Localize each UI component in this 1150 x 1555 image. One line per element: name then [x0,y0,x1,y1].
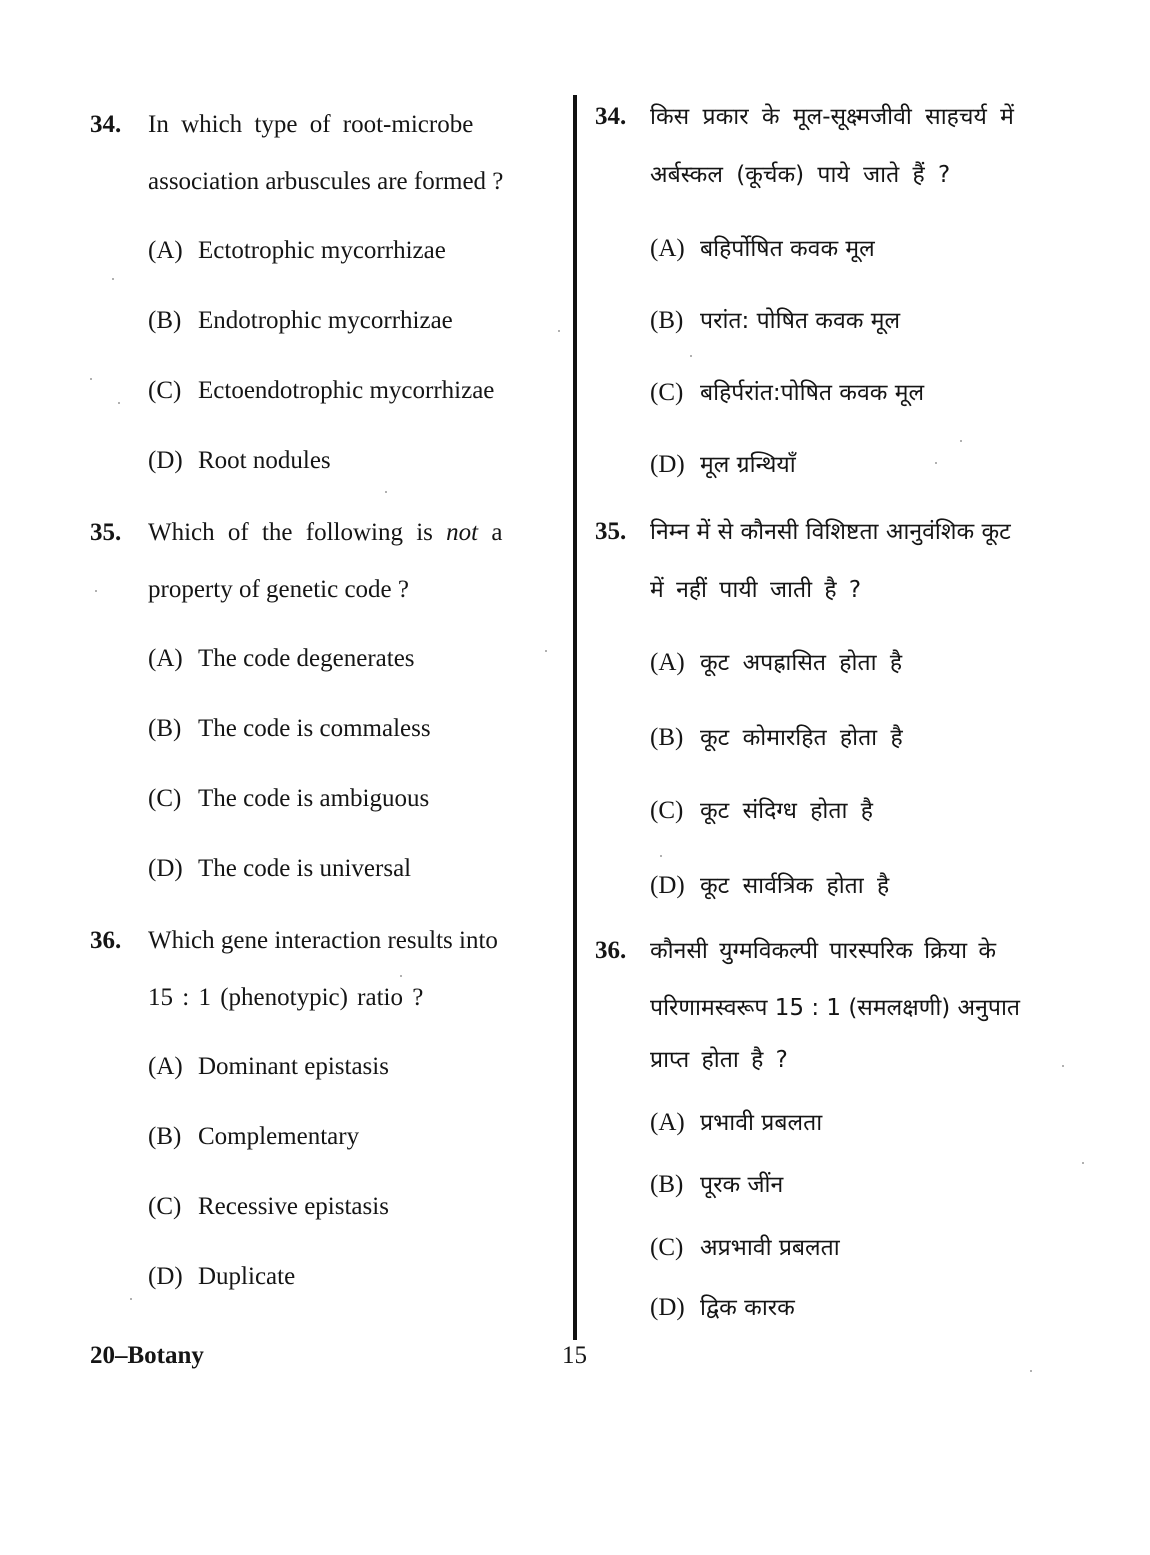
option-d [148,1263,295,1291]
question-text-line-1: Which gene interaction results into [148,927,498,954]
scan-speck [95,590,97,592]
page-number: 15 [562,1342,587,1369]
option-a [148,645,415,673]
option-text: The code is ambiguous [198,785,430,812]
option-label: (B) [650,724,684,751]
question-text-line-1: Which of the following is not a [148,519,503,546]
option-label: (C) [148,1193,182,1220]
option-label: (C) [650,797,684,824]
option-label: (B) [148,715,182,742]
question-text-line-3: प्राप्त होता है ? [650,1047,788,1073]
option-c [650,375,924,407]
column-divider [573,95,577,1340]
option-b [148,1123,359,1151]
option-label: (B) [148,307,182,334]
option-text: Dominant epistasis [198,1053,389,1080]
option-text: परांत: पोषित कवक मूल [700,308,901,334]
option-label: (A) [650,649,685,676]
option-a [148,1053,389,1081]
scan-speck [400,975,402,977]
option-c [148,1193,389,1221]
scan-speck [960,440,962,442]
question-36-en [90,912,560,972]
option-text: Recessive epistasis [198,1193,389,1220]
question-35-en [90,504,560,564]
scan-speck [545,650,547,652]
scan-speck [1062,1065,1064,1067]
option-c [148,377,494,405]
option-c [650,793,873,825]
scan-speck [935,462,937,464]
question-text-line-1: कौनसी युग्मविकल्पी पारस्परिक क्रिया के [650,938,997,964]
question-text-line-2: परिणामस्वरूप 15 : 1 (समलक्षणी) अनुपात [650,995,1021,1021]
option-text: Endotrophic mycorrhizae [198,307,453,334]
option-label: (C) [650,379,684,406]
emphasis-not: not [446,519,479,546]
option-label: (B) [148,1123,182,1150]
scan-speck [690,355,692,357]
question-text-line-2: 15 : 1 (phenotypic) ratio ? [148,984,424,1011]
scan-speck [660,855,662,857]
option-text: Ectotrophic mycorrhizae [198,237,446,264]
scan-speck [90,378,92,380]
option-a [148,237,446,265]
scan-speck [1030,1370,1032,1372]
option-a [650,231,875,263]
option-text: बहिर्पोषित कवक मूल [700,236,875,262]
option-label: (C) [148,785,182,812]
option-label: (A) [148,1053,183,1080]
question-text-line-1: In which type of root-microbe [148,111,474,138]
option-label: (A) [148,237,183,264]
option-text: कूट अपह्रासित होता है [700,650,903,676]
option-d [650,1290,795,1322]
option-text: Duplicate [198,1263,296,1290]
option-b [650,720,903,752]
question-text-line-1: किस प्रकार के मूल-सूक्ष्मजीवी साहचर्य में [650,104,1014,130]
scan-speck [112,278,114,280]
option-a [650,645,902,677]
question-text-line-2: में नहीं पायी जाती है ? [650,577,862,603]
option-label: (A) [148,645,183,672]
option-label: (D) [650,872,685,899]
option-c [650,1230,840,1262]
option-d [650,868,889,900]
option-text: Complementary [198,1123,360,1150]
scan-speck [130,1298,132,1300]
option-text: The code degenerates [198,645,415,672]
option-a [650,1105,822,1137]
option-label: (D) [650,451,685,478]
question-text-line-2: property of genetic code ? [148,576,409,603]
option-b [650,303,900,335]
question-number: 34. [595,103,627,130]
option-text: Ectoendotrophic mycorrhizae [198,377,495,404]
option-text: कूट कोमारहित होता है [700,725,903,751]
subject-code: 20–Botany [90,1342,204,1369]
option-b [148,307,453,335]
option-d [148,855,411,883]
question-text-line-1: निम्न में से कौनसी विशिष्टता आनुवंशिक कूट [650,519,1011,545]
option-text: The code is commaless [198,715,431,742]
scan-speck [385,491,387,493]
option-label: (D) [148,1263,183,1290]
scan-speck [118,402,120,404]
option-text: The code is universal [198,855,412,882]
question-34-en [90,96,560,156]
question-text-line-2: अर्बस्कल (कूर्चक) पाये जाते हैं ? [650,162,951,188]
option-label: (A) [650,1109,685,1136]
question-number: 34. [90,111,122,138]
option-text: बहिर्परांत:पोषित कवक मूल [700,380,925,406]
option-label: (A) [650,235,685,262]
option-label: (B) [650,1171,684,1198]
option-label: (B) [650,307,684,334]
option-text: अप्रभावी प्रबलता [700,1235,840,1261]
option-c [148,785,429,813]
option-b [148,715,431,743]
option-label: (D) [148,855,183,882]
question-number: 36. [595,937,627,964]
option-text: कूट सार्वत्रिक होता है [700,873,890,899]
option-label: (D) [148,447,183,474]
question-text-line-2: association arbuscules are formed ? [148,168,504,195]
option-label: (C) [148,377,182,404]
option-text: मूल ग्रन्थियाँ [700,452,796,478]
option-b [650,1167,783,1199]
option-text: पूरक जींन [700,1172,784,1198]
option-label: (C) [650,1234,684,1261]
option-text: कूट संदिग्ध होता है [700,798,873,824]
scan-speck [558,330,560,332]
option-d [148,447,331,475]
question-number: 36. [90,927,122,954]
scan-speck [1082,1162,1084,1164]
question-number: 35. [90,519,122,546]
option-text: प्रभावी प्रबलता [700,1110,823,1136]
option-text: द्विक कारक [700,1295,795,1321]
question-number: 35. [595,518,627,545]
option-text: Root nodules [198,447,331,474]
option-label: (D) [650,1294,685,1321]
option-d [650,447,796,479]
